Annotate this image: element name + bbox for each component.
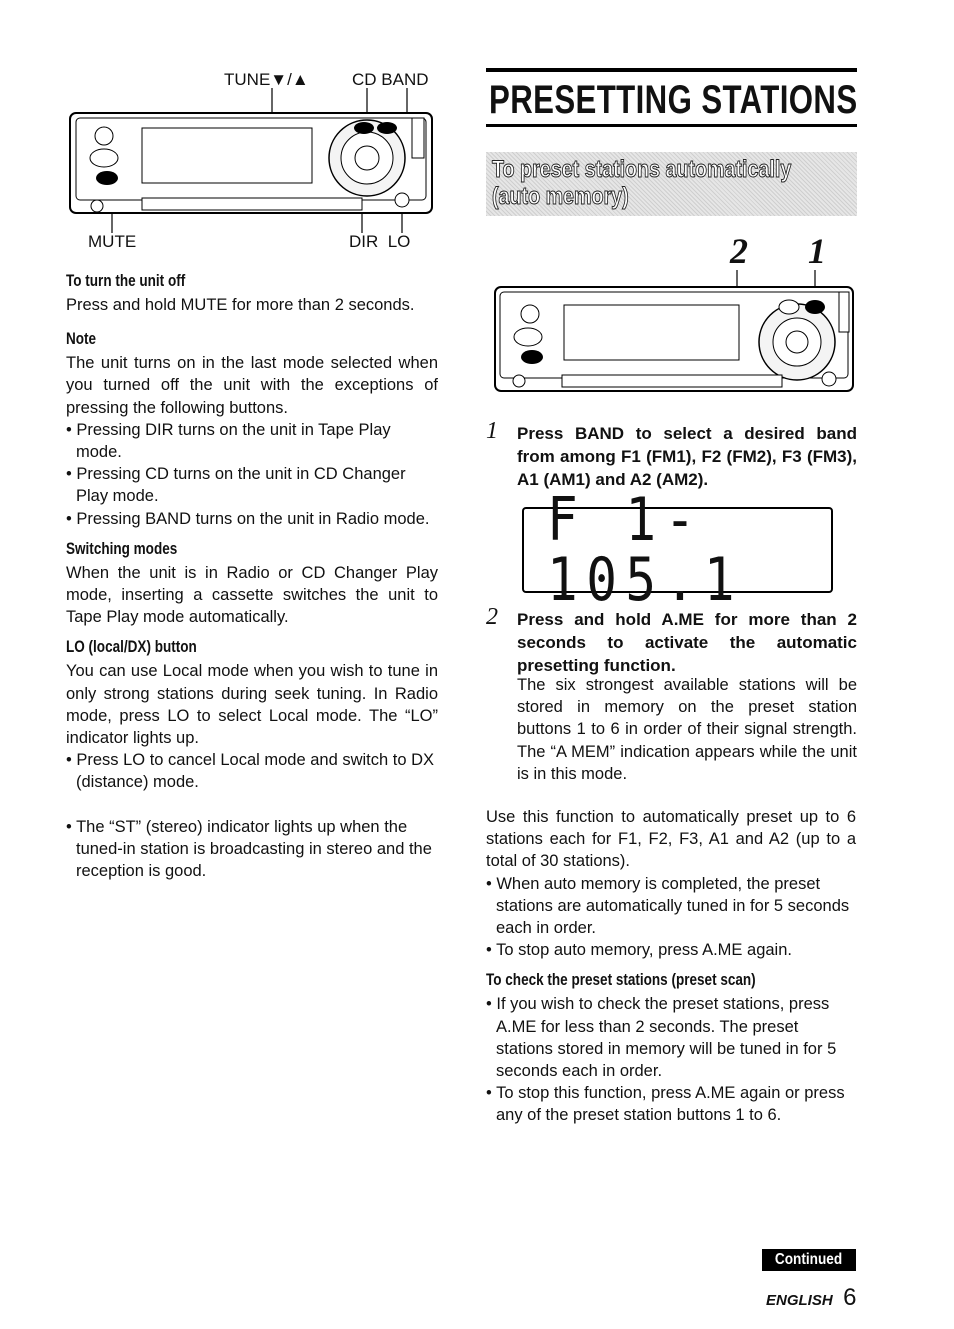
title-rule-bottom [486, 124, 857, 127]
lcd-display-text: F 1-105.1 [547, 485, 744, 615]
right-column-text [486, 806, 856, 1127]
step-2-text: Press and hold A.ME for more than 2 seconds to activate the automatic presetting function. [517, 610, 857, 675]
continued-label: Continued [775, 1251, 843, 1268]
car-stereo-illustration-right [492, 270, 858, 396]
lo-body: You can use Local mode when you wish to tune in only strong stations during seek tuning. In Radio mode, press LO to select Local mode. The “LO” indicator lights up. [66, 662, 438, 748]
tune-label: TUNE▼/▲ [224, 70, 309, 89]
subtitle-banner [486, 152, 857, 216]
switching-heading: Switching modes [66, 539, 178, 558]
lo-bullet: • Press LO to cancel Local mode and switch to DX (distance) mode. [66, 751, 435, 792]
page-title: PRESETTING STATIONS [489, 78, 858, 122]
car-stereo-illustration-left [62, 88, 442, 238]
subtitle-line-1: To preset stations automatically [492, 156, 792, 183]
subtitle-line-2: (auto memory) [492, 183, 629, 210]
page-number: 6 [843, 1284, 857, 1311]
preset-scan-heading: To check the preset stations (preset scan) [486, 971, 756, 990]
lo-heading: LO (local/DX) button [66, 638, 197, 657]
auto-memory-body: Use this function to automatically preset up to 6 stations each for F1, F2, F3, A1 and A2 (up to a total of 30 stations). [486, 808, 856, 871]
switching-body: When the unit is in Radio or CD Changer Play mode, inserting a cassette switches the unit to Tape Play mode automatically. [66, 563, 438, 627]
note-body: The unit turns on in the last mode selected when you turned off the unit with the exceptions of pressing the following buttons. [66, 354, 438, 417]
auto-memory-bullet: • To stop auto memory, press A.ME again. [486, 941, 792, 960]
turn-off-heading: To turn the unit off [66, 272, 186, 290]
step-2-body: The six strongest available stations will be stored in memory on the preset station buttons 1 to 6 in order of their signal strength. The “A MEM” indication appears while the unit is in this mode. [517, 676, 857, 783]
title-rule-top [486, 68, 857, 72]
preset-scan-bullet: • If you wish to check the preset stations, press A.ME for less than 2 seconds. The preset stations stored in memory will be tuned in for 5 seconds each in order. [486, 995, 837, 1081]
page-footer [766, 1284, 857, 1312]
dir-lo-label: DIR LO [349, 232, 411, 251]
left-column-text [66, 272, 438, 882]
step-2-number: 2 [486, 604, 498, 630]
stereo-bullet: • The “ST” (stereo) indicator lights up when the tuned-in station is broadcasting in stereo and the reception is good. [66, 817, 432, 881]
mute-label: MUTE [88, 232, 137, 251]
continued-badge [762, 1249, 856, 1271]
footer-language: ENGLISH [766, 1292, 833, 1309]
note-bullet: • Pressing DIR turns on the unit in Tape Play mode. [66, 420, 391, 462]
figure-label-2: 2 [730, 231, 748, 271]
turn-off-body: Press and hold MUTE for more than 2 seconds. [66, 296, 415, 314]
note-bullet: • Pressing CD turns on the unit in CD Changer Play mode. [66, 465, 406, 506]
figure-label-1: 1 [808, 231, 826, 271]
lcd-display [522, 485, 833, 615]
preset-scan-bullet: • To stop this function, press A.ME again or press any of the preset station buttons 1 to 6. [486, 1084, 845, 1125]
cd-band-label: CD BAND [352, 70, 429, 89]
auto-memory-bullet: • When auto memory is completed, the preset stations are automatically tuned in for 5 seconds each in order. [486, 874, 850, 938]
step-1-number: 1 [486, 418, 498, 444]
step-1-text: Press BAND to select a desired band from among F1 (FM1), F2 (FM2), F3 (FM3), A1 (AM1) and A2 (AM2). [517, 424, 857, 489]
note-heading: Note [66, 330, 97, 349]
note-bullet: • Pressing BAND turns on the unit in Radio mode. [66, 509, 430, 528]
